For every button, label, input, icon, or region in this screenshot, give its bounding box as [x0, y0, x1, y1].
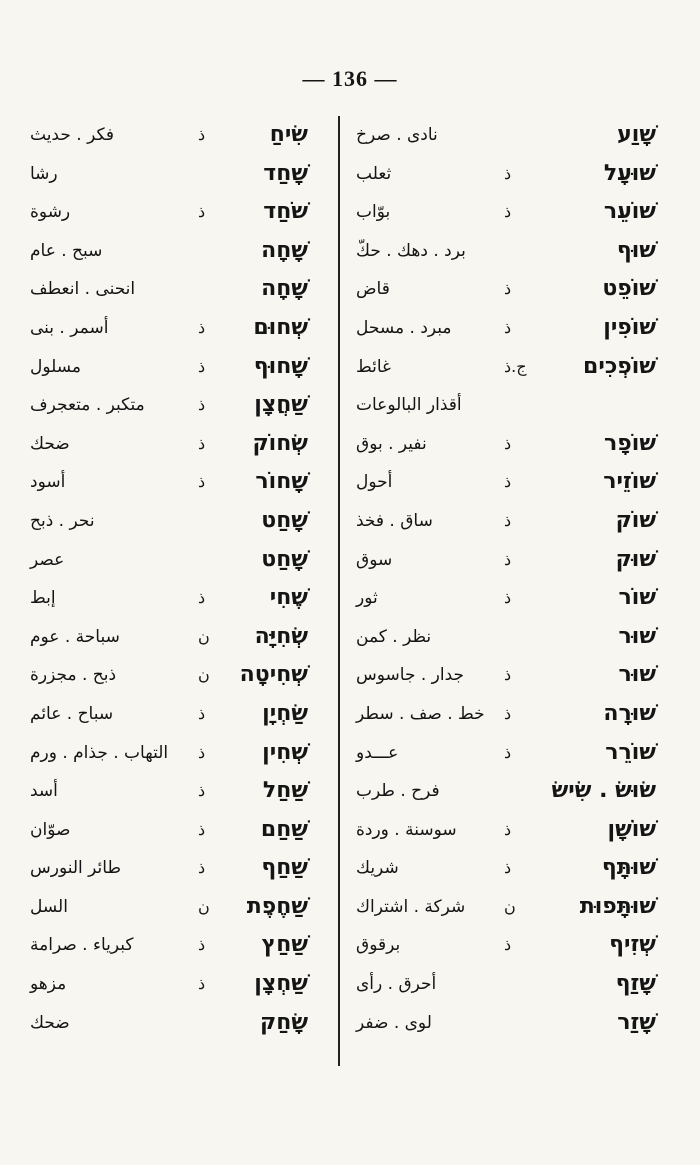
grammar-marker: ذ: [198, 356, 206, 376]
hebrew-headword: שׁוּרָה: [603, 700, 656, 726]
arabic-translation: مزهو: [30, 974, 67, 995]
dictionary-entry: [30, 618, 330, 657]
grammar-marker: ذ: [504, 742, 512, 762]
hebrew-headword: שׁוּר: [618, 623, 656, 649]
dictionary-entry: [30, 463, 330, 502]
hebrew-headword: שׁוּר: [618, 662, 656, 688]
arabic-translation: نفير . بوق: [356, 433, 427, 454]
dictionary-entry: [356, 579, 656, 618]
hebrew-headword: שְׁזִיף: [609, 932, 656, 958]
arabic-translation: بوّاب: [356, 202, 391, 223]
arabic-translation: برقوق: [356, 935, 401, 956]
dictionary-entry: [30, 193, 330, 232]
dictionary-entry: [356, 1004, 656, 1043]
arabic-translation: نادى . صرخ: [356, 125, 438, 145]
grammar-marker: ذ: [504, 703, 512, 723]
dictionary-entry: [356, 386, 656, 425]
arabic-translation: سباح . عائم: [30, 703, 114, 724]
arabic-translation: أسمر . بنى: [30, 317, 109, 338]
hebrew-headword: שׁוֹפְכִים: [583, 353, 656, 379]
hebrew-headword: שׁוּעָל: [603, 160, 656, 186]
arabic-translation: غائط: [356, 356, 391, 377]
grammar-marker: ج.ذ: [504, 356, 527, 376]
grammar-marker: ذ: [198, 472, 206, 492]
hebrew-headword: שָׁוַע: [617, 122, 656, 147]
hebrew-headword: שְׁחוּם: [253, 314, 308, 340]
hebrew-headword: שַׁחַץ: [261, 932, 308, 958]
hebrew-headword: שָׁחָה: [261, 276, 308, 302]
arabic-translation: ساق . فخذ: [356, 510, 433, 531]
grammar-marker: ذ: [198, 588, 206, 608]
grammar-marker: ذ: [198, 819, 206, 839]
grammar-marker: ذ: [198, 703, 206, 723]
arabic-translation: جدار . جاسوس: [356, 665, 465, 686]
dictionary-entry: [356, 193, 656, 232]
dictionary-entry: [30, 502, 330, 541]
dictionary-entry: [30, 811, 330, 850]
dictionary-entry: [30, 888, 330, 927]
arabic-translation: متكبر . متعجرف: [30, 395, 145, 416]
arabic-translation: السل: [30, 896, 68, 917]
dictionary-entry: [30, 116, 330, 155]
grammar-marker: ذ: [198, 395, 206, 415]
grammar-marker: ذ: [504, 819, 512, 839]
hebrew-headword: שַׁחַם: [260, 816, 308, 842]
dictionary-entry: [356, 695, 656, 734]
arabic-translation: التهاب . جذام . ورم: [30, 742, 169, 763]
grammar-marker: ذ: [198, 125, 206, 144]
dictionary-entry: [356, 772, 656, 811]
hebrew-headword: שֹׁחַד: [263, 199, 308, 225]
arabic-translation: مبرد . مسحل: [356, 317, 452, 338]
hebrew-headword: שַׁחֲצָן: [254, 392, 308, 418]
hebrew-headword: שְׂחוֹק: [252, 430, 308, 456]
hebrew-headword: שַׂחְיָן: [262, 700, 308, 726]
grammar-marker: ذ: [504, 858, 512, 878]
arabic-translation: فرح . طرب: [356, 781, 440, 802]
hebrew-headword: שׁוֹזֵיר: [603, 469, 656, 495]
arabic-translation: خط . صف . سطر: [356, 703, 485, 724]
dictionary-entry: [356, 502, 656, 541]
dictionary-entry: [30, 926, 330, 965]
hebrew-headword: שָׁחַד: [263, 160, 308, 186]
dictionary-entry: [356, 463, 656, 502]
grammar-marker: ن: [198, 626, 210, 646]
arabic-translation: نحر . ذبح: [30, 510, 95, 531]
arabic-translation: قاض: [356, 279, 390, 300]
grammar-marker: ذ: [504, 163, 512, 183]
dictionary-entry: [356, 618, 656, 657]
arabic-translation: ثور: [356, 588, 378, 609]
grammar-marker: ذ: [504, 665, 512, 685]
column-divider: [338, 116, 340, 1066]
grammar-marker: ذ: [198, 858, 206, 878]
dictionary-entry: [356, 232, 656, 271]
hebrew-headword: שָׁחָה: [261, 237, 308, 263]
grammar-marker: ذ: [504, 472, 512, 492]
hebrew-headword: שָׁזַף: [615, 971, 656, 997]
arabic-translation: رشا: [30, 163, 58, 184]
grammar-marker: ن: [198, 665, 210, 685]
hebrew-headword: שְׁחִיטָה: [239, 662, 308, 688]
arabic-translation: سوسنة . وردة: [356, 819, 457, 840]
arabic-translation: أقذار البالوعات: [356, 395, 462, 416]
arabic-translation: أحول: [356, 472, 393, 493]
arabic-translation: مسلول: [30, 356, 82, 377]
arabic-translation: ثعلب: [356, 163, 392, 184]
arabic-translation: أسود: [30, 472, 66, 493]
hebrew-headword: שׂוּשׂ . שִׂישׂ: [551, 778, 656, 804]
arabic-translation: أسد: [30, 781, 58, 802]
hebrew-headword: שׁוּף: [616, 237, 656, 263]
arabic-translation: كبرياء . صرامة: [30, 935, 134, 956]
hebrew-headword: שַׁחֶפֶת: [246, 893, 308, 919]
hebrew-headword: שׁוּתָּף: [601, 855, 656, 881]
arabic-translation: برد . دهك . حكّ: [356, 240, 466, 261]
grammar-marker: ذ: [504, 433, 512, 453]
hebrew-headword: שׁוּתָּפוּת: [579, 893, 656, 919]
hebrew-headword: שׁוֹרֵר: [605, 739, 656, 765]
dictionary-entry: [356, 926, 656, 965]
dictionary-entry: [356, 656, 656, 695]
hebrew-headword: שׁוֹעֵר: [603, 199, 656, 225]
hebrew-headword: שָׁחוֹר: [255, 469, 308, 495]
dictionary-entry: [30, 656, 330, 695]
dictionary-entry: [30, 965, 330, 1004]
hebrew-headword: שׁוֹפִין: [603, 314, 656, 340]
arabic-translation: نظر . كمن: [356, 626, 432, 647]
hebrew-headword: שָׂחַק: [260, 1009, 308, 1035]
dictionary-entry: [356, 541, 656, 580]
grammar-marker: ذ: [504, 549, 512, 569]
hebrew-headword: שְׁחִין: [262, 739, 308, 765]
hebrew-headword: שִׂיחַ: [269, 122, 308, 147]
grammar-marker: ذ: [198, 974, 206, 994]
hebrew-headword: שׁוֹר: [618, 585, 656, 611]
dictionary-entry: [30, 348, 330, 387]
dictionary-entry: [30, 155, 330, 194]
grammar-marker: ذ: [198, 317, 206, 337]
arabic-translation: أحرق . رأى: [356, 974, 437, 995]
dictionary-entry: [30, 579, 330, 618]
arabic-translation: ذبح . مجزرة: [30, 665, 117, 686]
grammar-marker: ذ: [504, 510, 512, 530]
dictionary-entry: [356, 116, 656, 155]
dictionary-entry: [356, 270, 656, 309]
grammar-marker: ذ: [504, 588, 512, 608]
dictionary-entry: [30, 734, 330, 773]
arabic-translation: شريك: [356, 858, 399, 879]
hebrew-headword: שָׁזַר: [617, 1009, 656, 1035]
arabic-translation: سباحة . عوم: [30, 626, 120, 647]
dictionary-entry: [356, 811, 656, 850]
hebrew-headword: שְׂחִיָּה: [254, 623, 308, 649]
hebrew-headword: שׁוֹפָר: [604, 430, 656, 456]
hebrew-headword: שָׁחַט: [261, 546, 308, 572]
grammar-marker: ذ: [504, 279, 512, 299]
grammar-marker: ذ: [504, 935, 512, 955]
hebrew-headword: שׁוֹשָׁן: [607, 816, 656, 842]
grammar-marker: ذ: [198, 742, 206, 762]
arabic-translation: رشوة: [30, 202, 71, 223]
grammar-marker: ذ: [198, 433, 206, 453]
dictionary-entry: [356, 155, 656, 194]
dictionary-entry: [356, 309, 656, 348]
dictionary-entry: [356, 348, 656, 387]
hebrew-headword: שׁוֹפֵט: [602, 276, 656, 302]
dictionary-entry: [30, 541, 330, 580]
arabic-translation: عصر: [30, 549, 65, 570]
arabic-translation: عـــدو: [356, 742, 399, 763]
right-column: [356, 116, 656, 1042]
hebrew-headword: שַׁחַל: [262, 778, 308, 804]
dictionary-entry: [356, 965, 656, 1004]
hebrew-headword: שָׁחוּף: [253, 353, 308, 379]
arabic-translation: صوّان: [30, 819, 71, 840]
hebrew-headword: שֶׁחִי: [269, 585, 308, 611]
dictionary-entry: [356, 888, 656, 927]
hebrew-headword: שַׁחַף: [261, 855, 308, 881]
grammar-marker: ذ: [198, 781, 206, 801]
dictionary-entry: [30, 309, 330, 348]
arabic-translation: إبط: [30, 588, 56, 609]
dictionary-entry: [30, 425, 330, 464]
arabic-translation: طائر النورس: [30, 858, 122, 879]
dictionary-entry: [30, 695, 330, 734]
hebrew-headword: שַׁחְצָן: [254, 971, 308, 997]
dictionary-entry: [30, 772, 330, 811]
grammar-marker: ذ: [504, 317, 512, 337]
page-number: — 136 —: [302, 66, 398, 91]
dictionary-entry: [356, 425, 656, 464]
grammar-marker: ذ: [504, 202, 512, 222]
arabic-translation: شركة . اشتراك: [356, 896, 466, 917]
left-column: [30, 116, 330, 1042]
dictionary-entry: [30, 849, 330, 888]
dictionary-entry: [30, 386, 330, 425]
grammar-marker: ن: [504, 896, 516, 916]
arabic-translation: سبح . عام: [30, 240, 103, 261]
arabic-translation: سوق: [356, 549, 393, 570]
arabic-translation: انحنى . انعطف: [30, 279, 136, 300]
arabic-translation: فكر . حديث: [30, 125, 114, 145]
dictionary-entry: [356, 849, 656, 888]
dictionary-entry: [30, 1004, 330, 1043]
arabic-translation: ضحك: [30, 433, 70, 454]
dictionary-entry: [30, 270, 330, 309]
dictionary-entry: [30, 232, 330, 271]
arabic-translation: لوى . ضفر: [356, 1012, 432, 1033]
grammar-marker: ذ: [198, 935, 206, 955]
grammar-marker: ن: [198, 896, 210, 916]
hebrew-headword: שׁוּק: [615, 546, 656, 572]
hebrew-headword: שָׁחַט: [261, 507, 308, 533]
arabic-translation: ضحك: [30, 1012, 70, 1033]
hebrew-headword: שׁוֹק: [615, 507, 656, 533]
dictionary-entry: [356, 734, 656, 773]
grammar-marker: ذ: [198, 202, 206, 222]
